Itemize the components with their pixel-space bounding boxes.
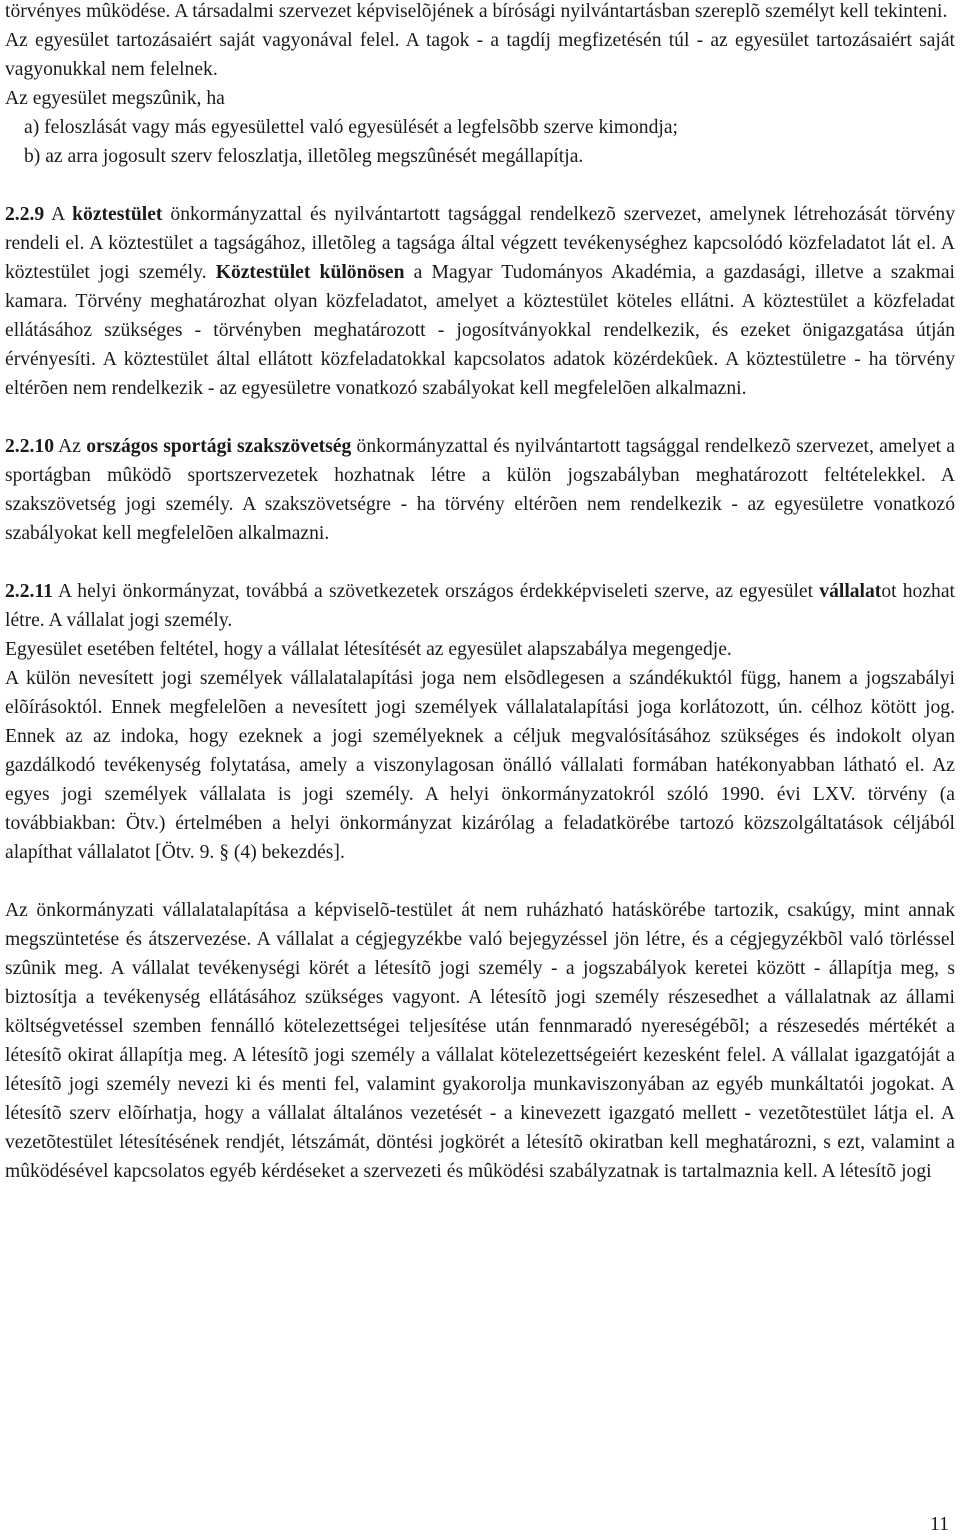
list-item-b: b) az arra jogosult szerv feloszlatja, illetõleg megszûnését megállapítja.: [24, 146, 584, 167]
section-2-2-9: 2.2.9 A köztestület önkormányzattal és nyilvántartott tagsággal rendelkezõ szervezet, amelynek létrehozását törvény rendeli el. A köztestület a tagságához, illetõleg a tagsága által végzett tevékenységhez kapcsolódó közfeladatot lát el. A köztestület jogi személy. Köztestület különösen a Magyar Tudományos Akadémia, a gazdasági, illetve a szakmai kamara. Törvény meghatározhat olyan közfeladatot, amelyet a köztestület köteles ellátni. A köztestület a közfeladat ellátásához szükséges - törvényben meghatározott - jogosítványokkal rendelkezik, és ezeket önigazgatása útján érvényesíti. A köztestület által ellátott közfeladatokkal kapcsolatos adatok közérdekûek. A köztestületre - ha törvény eltérõen nem rendelkezik - az egyesületre vonatkozó szabályokat kell megfelelõen alkalmazni.: [5, 204, 956, 399]
paragraph-2-2-11-2: Egyesület esetében feltétel, hogy a vállalat létesítését az egyesület alapszabálya megengedje.: [5, 639, 732, 660]
section-2-2-10: 2.2.10 Az országos sportági szakszövetség önkormányzattal és nyilvántartott tagsággal rendelkezõ szervezet, amelyet a sportágban mûködõ sportszervezetek hozhatnak létre a külön jogszabályban meghatározott feltételekkel. A szakszövetség jogi személy. A szakszövetségre - ha törvény eltérõen nem rendelkezik - az egyesületre vonatkozó szabályokat kell megfelelõen alkalmazni.: [5, 436, 956, 544]
section-number: 2.2.9: [5, 204, 45, 225]
defined-term: köztestület: [72, 204, 163, 225]
list-item-a: a) feloszlását vagy más egyesülettel való egyesülését a legfelsõbb szerve kimondja;: [24, 117, 678, 138]
paragraph-intro-3: Az egyesület megszûnik, ha: [5, 88, 225, 109]
defined-term: Köztestület különösen: [215, 262, 405, 283]
page-number: 11: [930, 1514, 949, 1535]
section-2-2-11: 2.2.11 A helyi önkormányzat, továbbá a szövetkezetek országos érdekképviseleti szerve, az egyesület vállalatot hozhat létre. A vállalat jogi személy.: [5, 581, 955, 631]
paragraph-intro-2: Az egyesület tartozásaiért saját vagyonával felel. A tagok - a tagdíj megfizetésén túl - az egyesület tartozásaiért saját vagyonukkal nem felelnek.: [5, 30, 955, 80]
defined-term: vállalat: [819, 581, 882, 602]
section-number: 2.2.10: [5, 436, 54, 457]
paragraph-2-2-11-3: A külön nevesített jogi személyek vállalatalapítási joga nem elsõdlegesen a szándékuktól függ, hanem a jogszabályi elõírásoktól. Ennek megfelelõen a nevesített jogi személyek vállalatalapítási joga korlátozott, ún. célhoz kötött jog. Ennek az az indoka, hogy ezeknek a jogi személyeknek a céljuk megvalósításához szükséges és indokolt olyan gazdálkodó tevékenység folytatása, amely a viszonylagosan önálló vállalati formában hatékonyabban látható el. Az egyes jogi személyek vállalata is jogi személy. A helyi önkormányzatokról szóló 1990. évi LXV. törvény (a továbbiakban: Ötv.) értelmében a helyi önkormányzat kizárólag a feladatkörébe tartozó közszolgáltatások céljából alapíthat vállalatot [Ötv. 9. § (4) bekezdés].: [5, 668, 955, 863]
defined-term: országos sportági szakszövetség: [86, 436, 352, 457]
paragraph-2-2-11-4: Az önkormányzati vállalatalapítása a képviselõ-testület át nem ruházható hatáskörébe tartozik, csakúgy, mint annak megszüntetése és átszervezése. A vállalat a cégjegyzékbe való bejegyzéssel jön létre, és a cégjegyzékbõl való törléssel szûnik meg. A vállalat tevékenységi körét a létesítõ jogi személy - a jogszabályok keretei között - állapítja meg, s biztosítja a tevékenység ellátásához szükséges vagyont. A létesítõ jogi személy részesedhet a vállalatnak az állami költségvetéssel szemben fennálló kötelezettségei teljesítése után fennmaradó nyereségébõl; a részesedés mértékét a létesítõ okirat állapítja meg. A létesítõ jogi személy a vállalat kötelezettségeiért kezesként felel. A vállalat igazgatóját a létesítõ jogi személy nevezi ki és menti fel, valamint gyakorolja munkaviszonyában az egyéb munkáltatói jogokat. A létesítõ szerv elõírhatja, hogy a vállalat általános vezetését - a kinevezett igazgató mellett - vezetõtestület látja el. A vezetõtestület létesítésének rendjét, létszámát, döntési jogkörét a létesítõ okiratban kell meghatározni, s ezt, valamint a mûködésével kapcsolatos egyéb kérdéseket a szervezeti és mûködési szabályzatnak is tartalmaznia kell. A létesítõ jogi: [5, 900, 955, 1182]
section-number: 2.2.11: [5, 581, 53, 602]
body-text: [5, 0, 955, 1186]
paragraph-intro-1: törvényes mûködése. A társadalmi szervezet képviselõjének a bírósági nyilvántartásban szereplõ személyt kell tekinteni.: [5, 1, 948, 22]
